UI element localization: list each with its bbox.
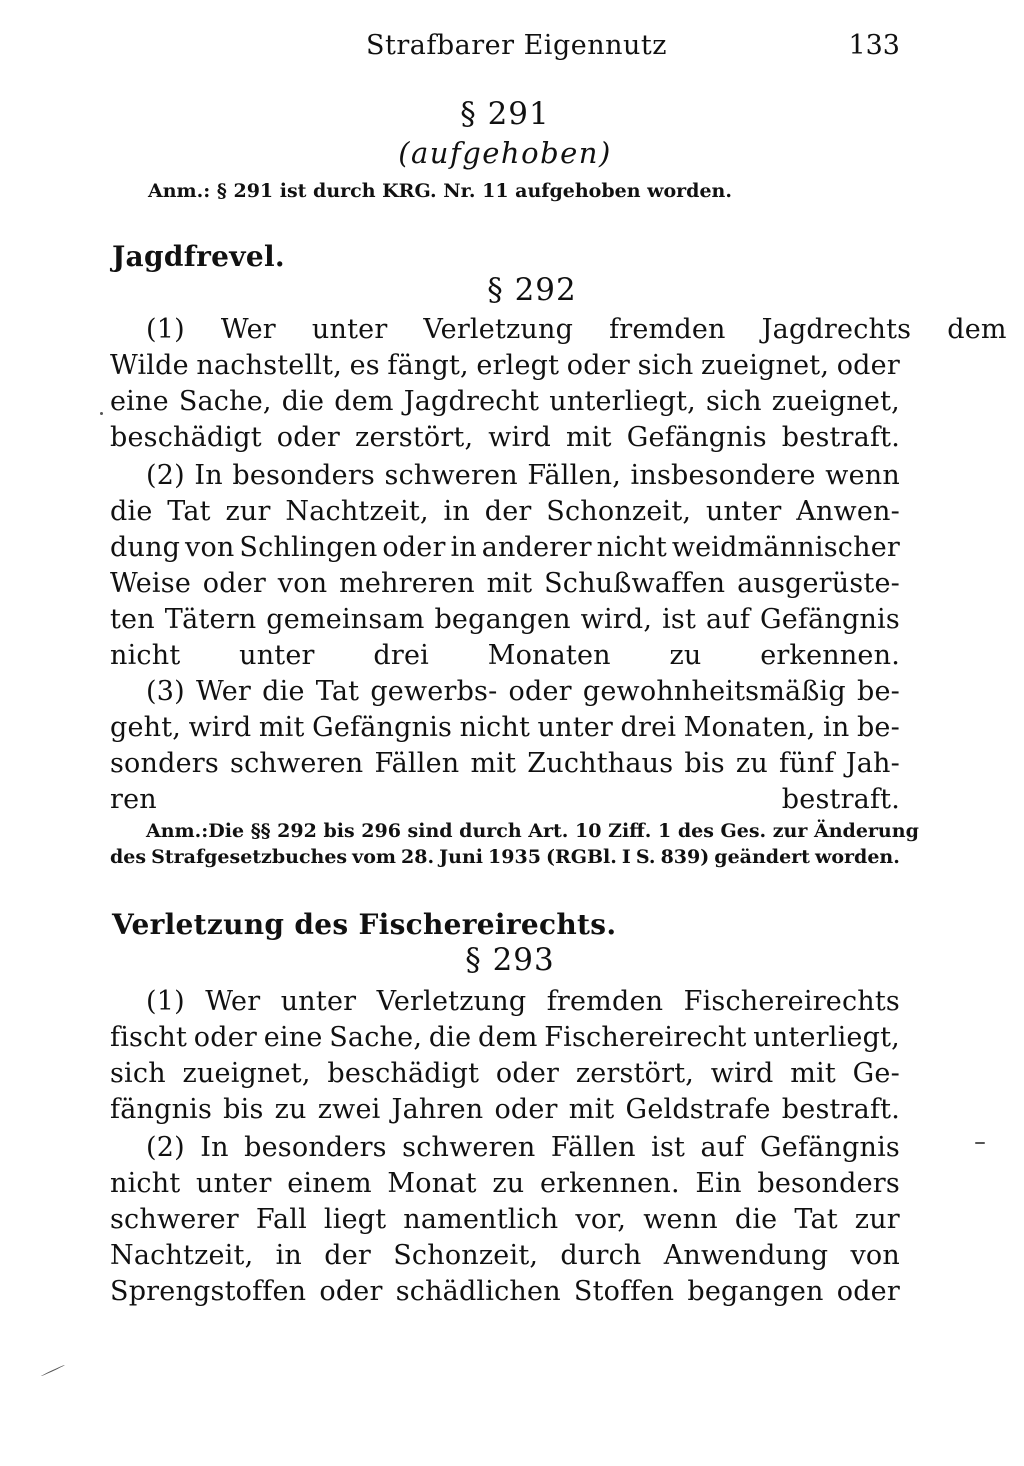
word: geht, [110,712,182,743]
word: wenn [643,1204,718,1235]
word: (RGBl. [545,846,617,868]
word: I [621,846,631,868]
word: ist [662,604,697,635]
section-292-paragraph-1 [110,312,1007,456]
word: be- [856,676,900,707]
word: Anwen- [796,496,900,527]
word: oder [382,532,446,563]
text-line: fängnis bis zu zwei Jahren oder mit Geldstrafe bestraft. [110,1094,900,1125]
word: 28. [401,846,435,868]
word: wenn [825,460,900,491]
text-line [110,1020,900,1056]
note-line [110,818,919,844]
word: begangen [434,604,571,635]
word: sich [705,386,762,417]
word: eine [263,1022,323,1053]
text-line [110,1166,900,1202]
word: dem [334,386,394,417]
word: Gefängnis [312,712,453,743]
text-line [110,1274,900,1310]
word: 839) [660,846,710,868]
section-293-paragraph-1 [110,984,900,1128]
word: insbesondere [630,460,816,491]
word: oder [193,1022,257,1053]
word: zerstört, [355,422,474,453]
word: des [110,846,147,868]
word: unter [280,986,357,1017]
text-line [110,458,900,494]
word: Fällen [550,1132,636,1163]
word: (1) [146,314,185,345]
word: in [822,712,850,743]
word: Tat [794,1204,838,1235]
word: (2) [146,1132,185,1163]
word: weidmännischer [671,532,900,563]
word: unterliegt, [753,1022,900,1053]
word: Weise [110,568,191,599]
text-line [110,384,900,420]
word: zueignet, [182,1058,311,1089]
word: Sache, [178,386,272,417]
word: schädlichen [395,1276,561,1307]
word: fünf [779,748,835,779]
word: (2) [146,460,185,491]
word: Fall [255,1204,307,1235]
word: mit [566,422,612,453]
word: wird [710,1058,774,1089]
word: Jagdrechts [761,314,912,345]
word: schweren [230,748,364,779]
word: nachstellt, [196,350,342,381]
word: be- [856,712,900,743]
word: Schlingen [239,532,378,563]
word: Jah- [845,748,900,779]
word: schweren [384,460,518,491]
word: Jagdrecht [403,386,540,417]
word: besonders [232,460,375,491]
word: fängt, [387,350,469,381]
running-title: Strafbarer Eigennutz [366,30,667,61]
section-293-paragraph-2 [110,1130,900,1310]
word: Juni [439,846,483,868]
word: mehreren [339,568,475,599]
word: zerstört, [575,1058,695,1089]
word: Nachtzeit, [110,1240,254,1271]
word: die [734,1204,778,1235]
word: zur [854,1204,900,1235]
word: ausgerüste- [737,568,900,599]
word: Ge- [852,1058,900,1089]
word: Fischereirecht [544,1022,747,1053]
word: Wer [205,986,261,1017]
text-line [110,1130,900,1166]
word: besonders [244,1132,387,1163]
word: In [194,460,223,491]
note-text: § 291 ist durch KRG. Nr. 11 aufgehoben worden. [216,180,732,202]
word: unter [311,314,388,345]
word: Fällen [374,748,460,779]
word: nicht [459,712,530,743]
word: wird [488,422,552,453]
text-line [110,674,900,710]
note-text: Die §§ 292 bis 296 sind durch Art. 10 Ziff. 1 des Ges. zur Änderung [208,820,919,842]
word: oder [495,1058,560,1089]
running-head [110,30,900,70]
word: oder [276,422,341,453]
word: die [262,676,305,707]
word: Schonzeit, [393,1240,539,1271]
word: Sprengstoffen [110,1276,307,1307]
word: sich [110,1058,166,1089]
word: zueignet, [701,350,830,381]
word: oder [836,1276,900,1307]
word: unter [196,1168,272,1199]
word: Schußwaffen [544,568,726,599]
word: nicht [110,1168,181,1199]
word: In [200,1132,229,1163]
text-line [110,746,900,782]
word: drei [620,712,677,743]
section-293-title: Verletzung des Fischereirechts. [112,908,617,941]
word: es [349,350,380,381]
word: die [110,496,153,527]
word: Strafgesetzbuches [151,846,348,868]
section-291-heading: § 291 [460,96,550,132]
word: unter [537,712,614,743]
word: geändert [714,846,810,868]
word: Zuchthaus [527,748,674,779]
word: mit [470,748,517,779]
word: oder [202,568,267,599]
word: mit [790,1058,836,1089]
word: in [443,496,470,527]
word: die [428,1022,472,1053]
note-label: Anm.: [148,180,211,202]
word: Wer [195,676,252,707]
word: dem [947,314,1007,345]
word: bis [684,748,725,779]
text-line [110,1056,900,1092]
text-line: ren bestraft. [110,784,900,815]
word: fremden [546,986,664,1017]
word: durch [560,1240,642,1271]
word: sonders [110,748,219,779]
word: vor, [575,1204,627,1235]
word: 1935 [488,846,541,868]
word: gemeinsam [266,604,425,635]
word: oder [508,676,572,707]
word: mit [486,568,533,599]
text-line [110,494,900,530]
word: wird [188,712,252,743]
word: schwerer [110,1204,239,1235]
word: (1) [146,986,185,1017]
word: erkennen. [539,1168,680,1199]
word: Wilde [110,350,189,381]
text-line [110,1238,900,1274]
word: Wer [220,314,276,345]
word: Nachtzeit, [285,496,429,527]
text-line [110,530,900,566]
text-line [110,1202,900,1238]
word: oder [319,1276,383,1307]
word: vom [352,846,396,868]
text-line: nicht unter drei Monaten zu erkennen. [110,640,900,671]
word: zu [735,748,768,779]
note-label: Anm.: [146,820,209,842]
word: dung [110,532,181,563]
word: Gefängnis [760,1132,900,1163]
word: Ein [695,1168,742,1199]
word: unter [705,496,782,527]
word: besonders [757,1168,900,1199]
word: begangen [687,1276,824,1307]
word: Verletzung [423,314,574,345]
word: Tat [167,496,211,527]
word: Sache, [329,1022,423,1053]
word: ten [110,604,155,635]
section-291-note [148,178,732,204]
word: einem [287,1168,372,1199]
word: eine [110,386,169,417]
section-292-heading: § 292 [487,272,577,308]
word: von [277,568,328,599]
word: von [185,532,235,563]
section-292-title: Jagdfrevel. [112,240,285,273]
word: namentlich [403,1204,559,1235]
word: Fischereirechts [683,986,900,1017]
word: Tätern [164,604,257,635]
word: gewerbs- [370,676,498,707]
word: auf [700,1132,745,1163]
word: oder [566,350,631,381]
scan-speck [41,1365,65,1377]
word: S. [635,846,656,868]
section-292-paragraph-2 [110,458,900,674]
word: zueignet, [771,386,900,417]
word: schweren [402,1132,536,1163]
text-line [110,566,900,602]
word: die [281,386,325,417]
note-line [110,844,900,870]
word: mit [258,712,305,743]
page-number: 133 [848,30,900,61]
word: Fällen, [527,460,622,491]
word: dem [478,1022,538,1053]
word: auf [705,604,751,635]
section-292-paragraph-3 [110,674,900,818]
word: bestraft. [781,422,900,453]
section-291-status: (aufgehoben) [398,136,612,170]
word: anderer [481,532,592,563]
word: Gefängnis [626,422,767,453]
word: gewohnheitsmäßig [582,676,846,707]
word: von [850,1240,900,1271]
word: Stoffen [573,1276,675,1307]
word: unterliegt, [549,386,696,417]
word: worden. [815,846,900,868]
word: sich [637,350,694,381]
section-292-note [110,818,919,870]
scan-speck [100,412,103,415]
word: Gefängnis [759,604,900,635]
word: ist [651,1132,686,1163]
scan-speck [975,1142,985,1144]
word: Schonzeit, [546,496,692,527]
word: liegt [323,1204,387,1235]
word: der [324,1240,372,1271]
word: Tat [315,676,360,707]
word: nicht [596,532,667,563]
text-line [110,348,900,384]
word: (3) [146,676,185,707]
word: erlegt [476,350,560,381]
text-line [110,312,1007,348]
word: Monaten, [683,712,816,743]
text-line [110,420,900,456]
word: Anwendung [663,1240,829,1271]
word: wird, [580,604,653,635]
word: der [484,496,532,527]
word: fischt [110,1022,188,1053]
word: zur [225,496,271,527]
text-line [110,984,900,1020]
text-line [110,602,900,638]
word: fremden [609,314,726,345]
word: Verletzung [376,986,527,1017]
word: beschädigt [327,1058,480,1089]
text-line [110,710,900,746]
word: zu [492,1168,525,1199]
word: beschädigt [110,422,262,453]
word: oder [836,350,900,381]
word: in [450,532,477,563]
word: Monat [387,1168,477,1199]
word: in [275,1240,303,1271]
section-293-heading: § 293 [465,942,555,978]
